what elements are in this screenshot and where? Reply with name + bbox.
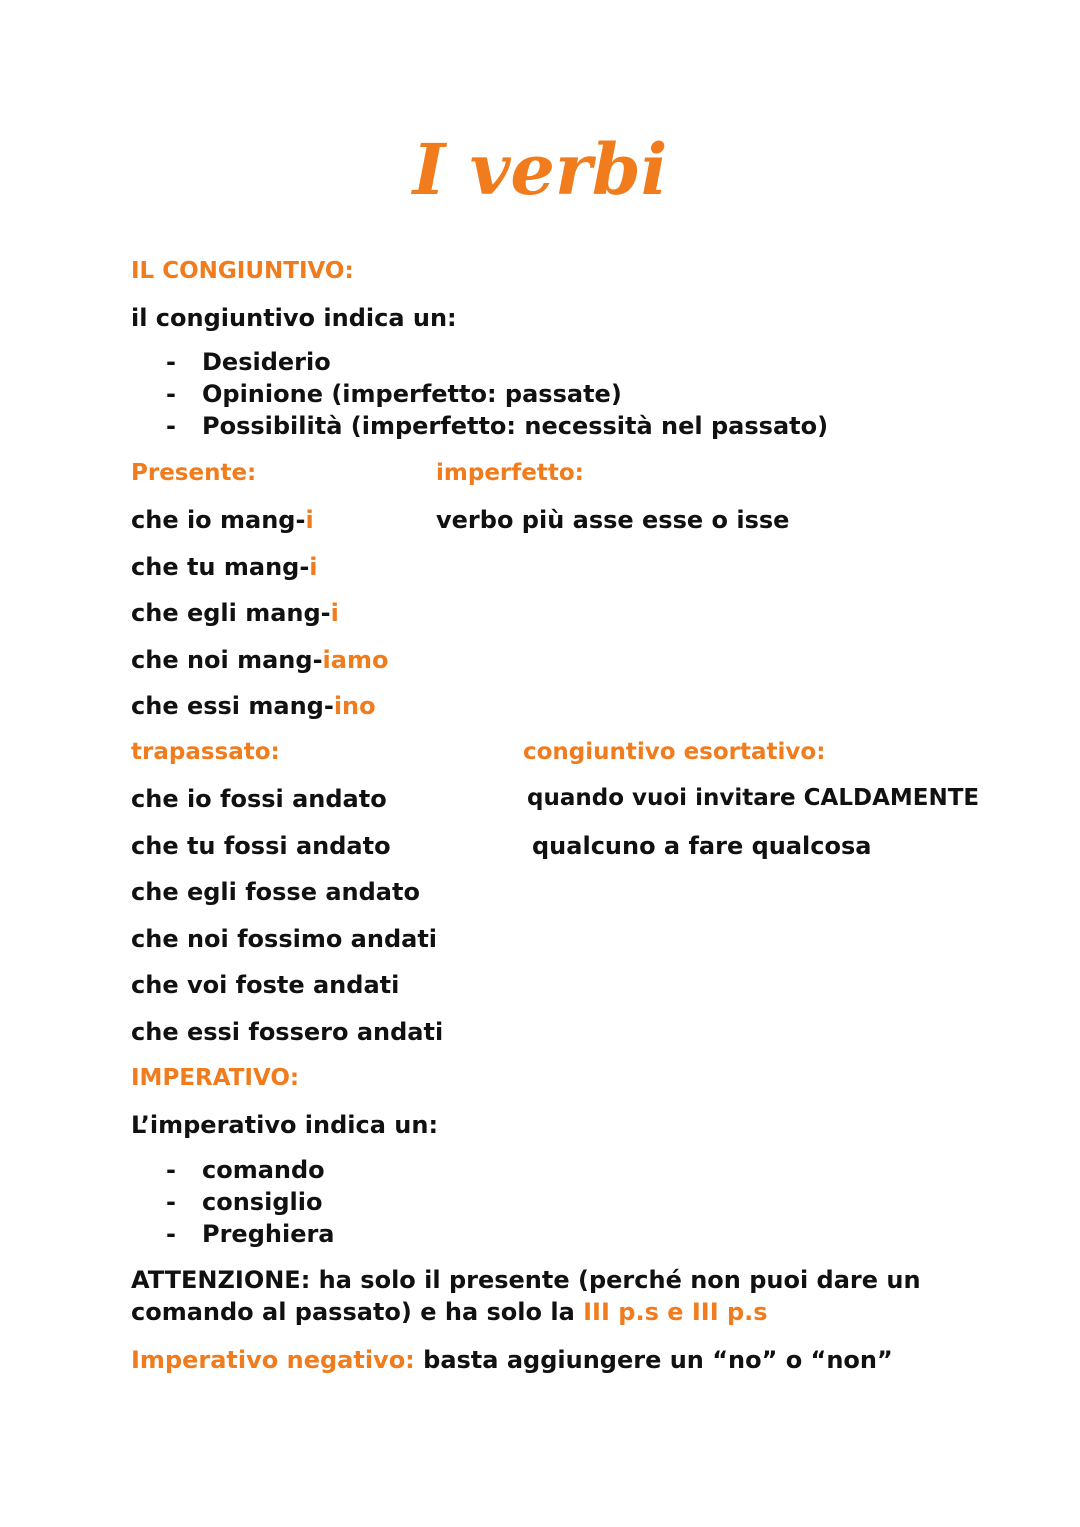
imperativo-negativo-label: Imperativo negativo: — [131, 1346, 415, 1374]
imperativo-heading: IMPERATIVO: — [131, 1065, 300, 1091]
trapassato-form: che tu fossi andato — [131, 832, 391, 860]
trapassato-form: che essi fossero andati — [131, 1018, 444, 1046]
esortativo-heading: congiuntivo esortativo: — [523, 739, 826, 765]
esortativo-line: quando vuoi invitare CALDAMENTE — [527, 785, 980, 811]
trapassato-form: che noi fossimo andati — [131, 925, 438, 953]
esortativo-line: qualcuno a fare qualcosa — [532, 832, 872, 860]
imperativo-use-item: - comando — [166, 1156, 325, 1184]
page-title: I verbi — [412, 128, 668, 211]
trapassato-form: che egli fosse andato — [131, 878, 420, 906]
congiuntivo-heading: IL CONGIUNTIVO: — [131, 258, 354, 284]
attenzione-line: comando al passato) e ha solo la III p.s e III p.s — [131, 1298, 768, 1326]
congiuntivo-use-item: - Desiderio — [166, 348, 331, 376]
presente-form: che noi mang-iamo — [131, 646, 389, 674]
imperativo-negativo: Imperativo negativo: basta aggiungere un “no” o “non” — [131, 1346, 893, 1374]
imperativo-use-item: - consiglio — [166, 1188, 323, 1216]
imperativo-use-item: - Preghiera — [166, 1220, 335, 1248]
imperativo-intro: L’imperativo indica un: — [131, 1111, 439, 1139]
imperfetto-heading: imperfetto: — [436, 460, 584, 486]
attenzione-highlight: III p.s e III p.s — [583, 1298, 768, 1326]
presente-form: che io mang-i — [131, 506, 314, 534]
attenzione-line: ATTENZIONE: ha solo il presente (perché non puoi dare un — [131, 1266, 921, 1294]
congiuntivo-use-item: - Possibilità (imperfetto: necessità nel passato) — [166, 412, 829, 440]
trapassato-heading: trapassato: — [131, 739, 280, 765]
congiuntivo-intro: il congiuntivo indica un: — [131, 304, 457, 332]
presente-form: che essi mang-ino — [131, 692, 376, 720]
trapassato-form: che voi foste andati — [131, 971, 400, 999]
presente-form: che egli mang-i — [131, 599, 339, 627]
trapassato-form: che io fossi andato — [131, 785, 387, 813]
presente-form: che tu mang-i — [131, 553, 318, 581]
presente-heading: Presente: — [131, 460, 257, 486]
congiuntivo-use-item: - Opinione (imperfetto: passate) — [166, 380, 622, 408]
imperfetto-rule: verbo più asse esse o isse — [436, 506, 790, 534]
